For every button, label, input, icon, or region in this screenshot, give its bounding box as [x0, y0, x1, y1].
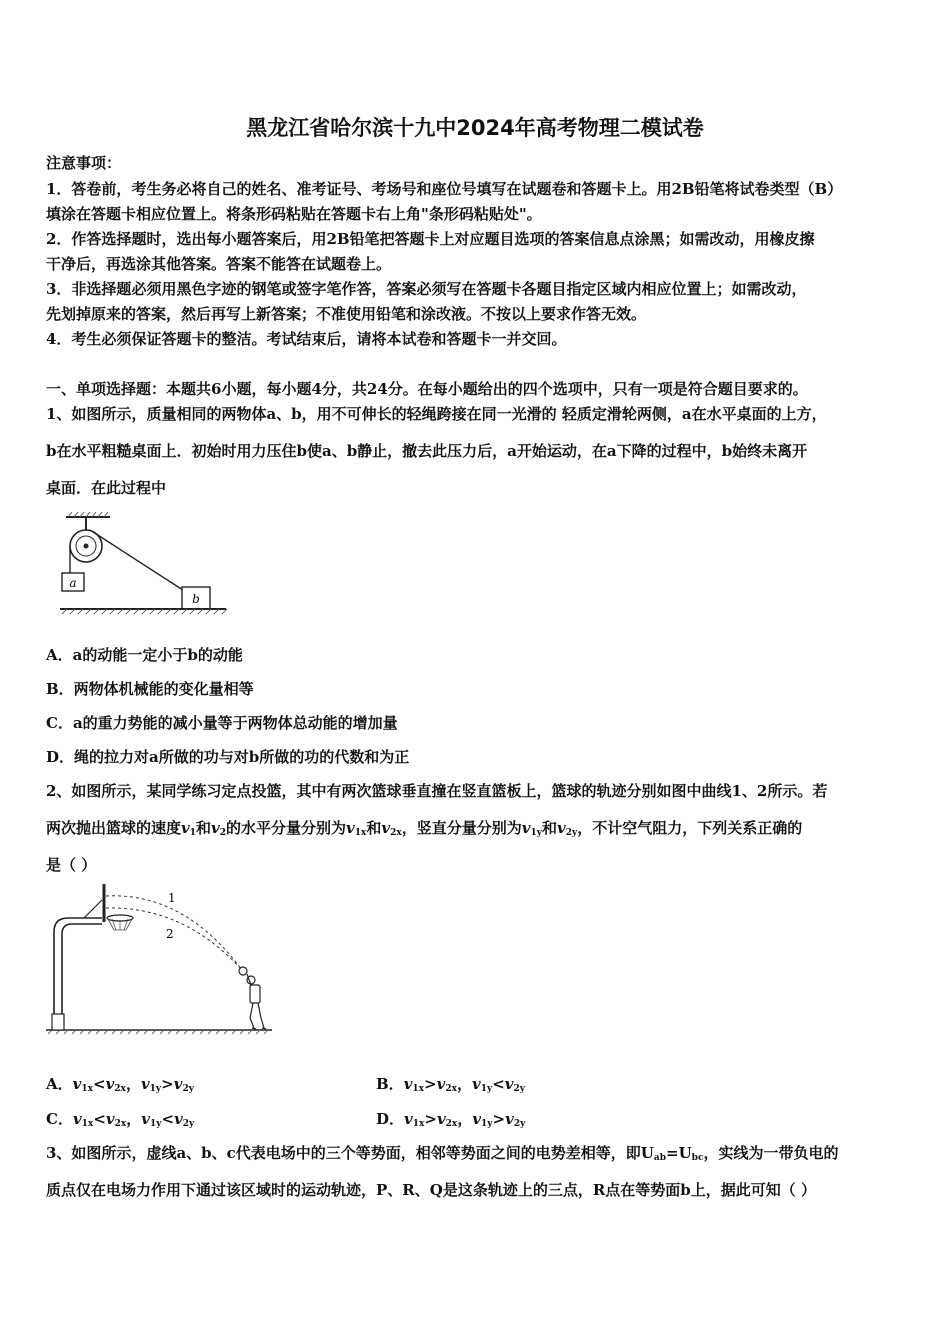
notice-heading: 注意事项： [46, 154, 122, 172]
q1-option-a: A．a的动能一定小于b的动能 [46, 646, 243, 664]
pulley-figure [58, 512, 230, 624]
notice-line-5: 3．非选择题必须用黑色字迹的钢笔或签字笔作答，答案必须写在答题卡各题目指定区域内相应位置上；如需改动， [46, 280, 807, 298]
notice-line-6: 先划掉原来的答案，然后再写上新答案；不准使用铅笔和涂改液。不按以上要求作答无效。 [46, 305, 647, 323]
trajectory-1 [106, 896, 242, 970]
q2-option-c: C．$v_{1x}<v_{2x}$，$v_{1y}<v_{2y}$ [46, 1110, 195, 1129]
q3-stem-line-2: 质点仅在电场力作用下通过该区域时的运动轨迹，P、R、Q是这条轨迹上的三点，R点在等势面b上，据此可知（ ） [46, 1181, 816, 1199]
q2-option-b: B．$v_{1x}>v_{2x}$，$v_{1y}<v_{2y}$ [376, 1075, 526, 1094]
trajectory-2 [106, 908, 242, 970]
block-a-label: a [69, 576, 77, 590]
notice-line-7: 4．考生必须保证答题卡的整洁。考试结束后，请将本试卷和答题卡一并交回。 [46, 330, 567, 348]
q2-option-d: D．$v_{1x}>v_{2x}$，$v_{1y}>v_{2y}$ [376, 1110, 526, 1129]
q1-option-d: D．绳的拉力对a所做的功与对b所做的功的代数和为正 [46, 748, 410, 766]
player [239, 967, 266, 1029]
q2-stem-line-2: 两次抛出篮球的速度$v_1$和$v_2$的水平分量分别为$v_{1x}$和$v_{2x}$，竖直分量分别为$v_{1y}$和$v_{2y}$，不计空气阻力，下列关系正确的 [46, 819, 803, 838]
notice-line-3: 2．作答选择题时，选出每小题答案后，用2B铅笔把答题卡上对应题目选项的答案信息点涂黑；如需改动，用橡皮擦 [46, 230, 815, 248]
q1-option-b: B．两物体机械能的变化量相等 [46, 680, 254, 698]
q1-stem-line-3: 桌面．在此过程中 [46, 479, 167, 497]
page-title: 黑龙江省哈尔滨十九中2024年高考物理二模试卷 [246, 116, 704, 140]
q3-stem-line-1: 3、如图所示，虚线a、b、c代表电场中的三个等势面，相邻等势面之间的电势差相等，即$U_{ab}=U_{bc}$，实线为一带负电的 [46, 1144, 839, 1163]
curve-1-label: 1 [168, 891, 176, 905]
notice-line-1: 1．答卷前，考生务必将自己的姓名、准考证号、考场号和座位号填写在试题卷和答题卡上。用2B铅笔将试卷类型（B） [46, 180, 843, 198]
notice-line-2: 填涂在答题卡相应位置上。将条形码粘贴在答题卡右上角"条形码粘贴处"。 [46, 205, 542, 223]
q1-stem-line-2: b在水平粗糙桌面上．初始时用力压住b使a、b静止，撤去此压力后，a开始运动，在a下降的过程中，b始终未离开 [46, 442, 808, 460]
section-heading: 一、单项选择题：本题共6小题，每小题4分，共24分。在每小题给出的四个选项中，只有一项是符合题目要求的。 [46, 380, 808, 398]
curve-2-label: 2 [166, 927, 174, 941]
q2-stem-line-1: 2、如图所示，某同学练习定点投篮，其中有两次篮球垂直撞在竖直篮板上，篮球的轨迹分别如图中曲线1、2所示。若 [46, 782, 828, 800]
q2-option-a: A．$v_{1x}<v_{2x}$，$v_{1y}>v_{2y}$ [46, 1075, 194, 1094]
block-b-label: b [192, 592, 200, 606]
notice-line-4: 干净后，再选涂其他答案。答案不能答在试题卷上。 [46, 255, 392, 273]
q2-stem-line-3: 是（ ） [46, 856, 97, 874]
q1-stem-line-1: 1、如图所示，质量相同的两物体a、b，用不可伸长的轻绳跨接在同一光滑的 轻质定滑轮两侧，a在水平桌面的上方， [46, 405, 827, 423]
basketball-figure [44, 882, 274, 1034]
q1-option-c: C．a的重力势能的减小量等于两物体总动能的增加量 [46, 714, 398, 732]
